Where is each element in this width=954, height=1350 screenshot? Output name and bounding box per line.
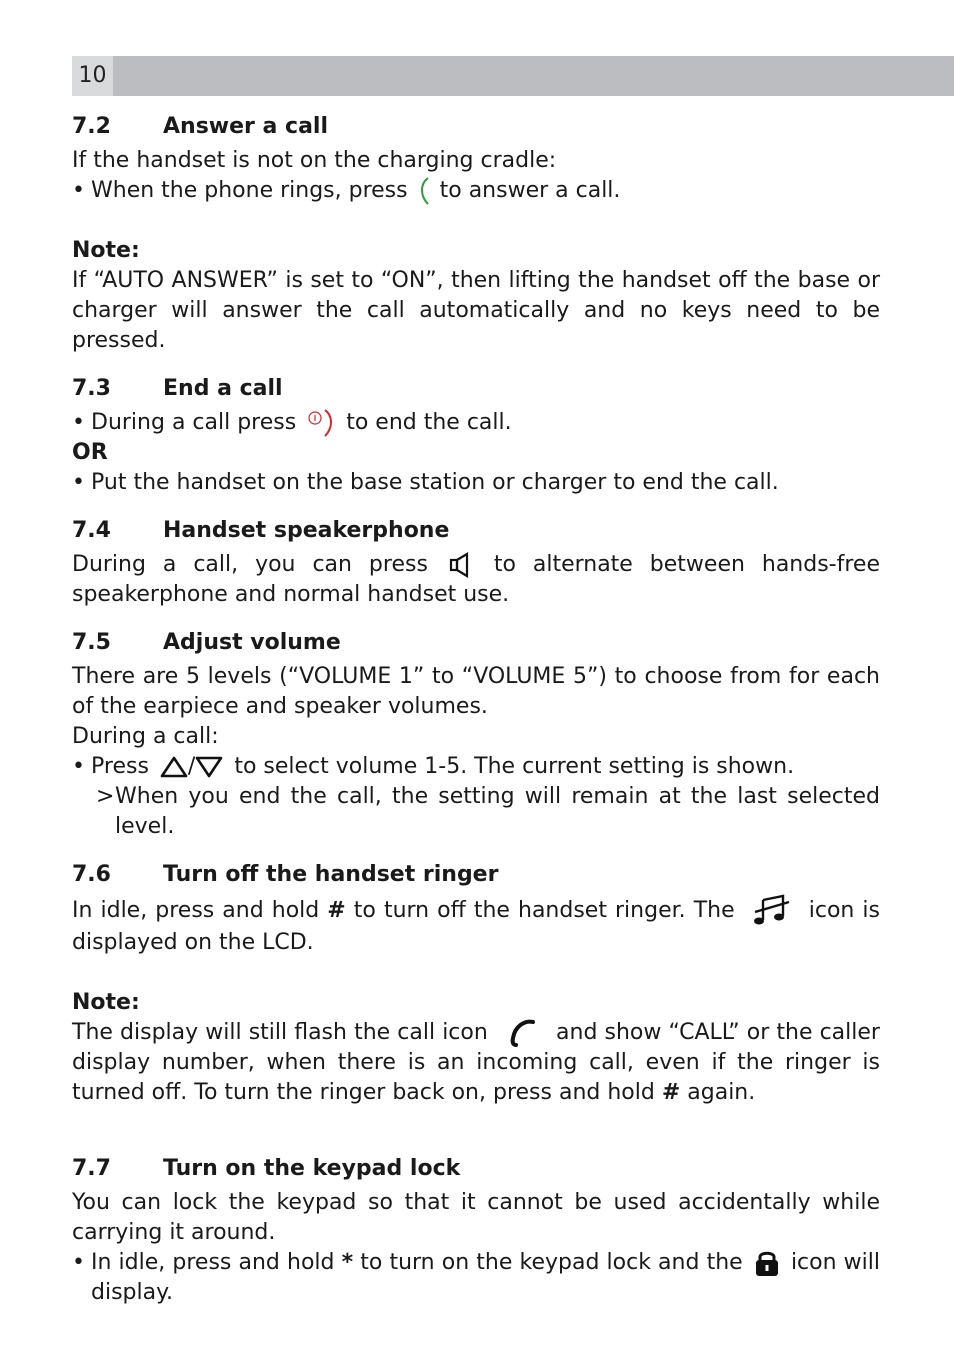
note-text-part: The display will still flash the call icon [72, 1020, 488, 1045]
section-answer-call [72, 112, 880, 206]
paragraph-text: icon is displayed on the LCD. [72, 898, 880, 955]
section-title: Turn off the handset ringer [163, 862, 499, 887]
note-text-part: and show “CALL” or the caller display number, when there is an incoming call, even if the ringer is turned off. To turn the ringer back on, press and hold [72, 1020, 880, 1105]
bullet-item [72, 1248, 880, 1308]
star-key: * [341, 1250, 354, 1275]
bullet-dot: • [72, 178, 85, 203]
section-heading [72, 112, 880, 142]
paragraph [72, 894, 880, 958]
hash-key: # [661, 1080, 681, 1105]
bullet-text: Put the handset on the base station or charger to end the call. [91, 470, 779, 495]
paragraph: If the handset is not on the charging cradle: [72, 148, 557, 173]
section-title: End a call [163, 376, 283, 401]
paragraph-text: In idle, press and hold [72, 898, 320, 923]
red-end-call-icon [307, 408, 335, 438]
section-heading [72, 374, 880, 404]
section-adjust-volume [72, 628, 880, 842]
paragraph-text: to alternate between hands-free speakerphone and normal handset use. [72, 552, 880, 607]
section-heading [72, 628, 880, 658]
bullet-text: to select volume 1-5. The current setting is shown. [234, 754, 795, 779]
note-call-icon [72, 988, 880, 1108]
down-triangle-icon [195, 756, 223, 778]
or-label: OR [72, 440, 108, 465]
hash-key: # [327, 898, 346, 923]
note-text: If “AUTO ANSWER” is set to “ON”, then lifting the handset off the base or charger will answer the call automatically and no keys need to be pressed. [72, 268, 880, 353]
bullet-text: to end the call. [346, 410, 512, 435]
section-number: 7.4 [72, 518, 111, 543]
bullet-item [72, 408, 880, 438]
slash-separator: / [187, 754, 196, 779]
bullet-text: Press [91, 754, 149, 779]
bullet-dot: • [72, 470, 85, 495]
phone-handset-icon [507, 1018, 537, 1048]
section-ringer-off [72, 860, 880, 958]
paragraph: You can lock the keypad so that it cannot be used accidentally while carrying it around. [72, 1190, 880, 1245]
note-label: Note: [72, 238, 140, 263]
bullet-text: to turn on the keypad lock and the [360, 1250, 743, 1275]
section-keypad-lock [72, 1154, 880, 1308]
bullet-text: icon will display. [91, 1250, 880, 1305]
bullet-dot: • [72, 754, 85, 779]
paragraph [72, 550, 880, 610]
bullet-text: In idle, press and hold [91, 1250, 335, 1275]
section-title: Handset speakerphone [163, 518, 450, 543]
bullet-text: During a call press [91, 410, 297, 435]
section-title: Adjust volume [163, 630, 341, 655]
page-content [72, 112, 880, 1322]
padlock-icon [754, 1249, 780, 1277]
bullet-text: to answer a call. [439, 178, 621, 203]
section-heading [72, 516, 880, 546]
bullet-dot: • [72, 410, 85, 435]
speaker-icon [449, 552, 473, 578]
bullet-dot: • [72, 1250, 85, 1275]
section-number: 7.6 [72, 862, 111, 887]
sub-item [72, 782, 880, 842]
up-triangle-icon [160, 756, 188, 778]
paragraph-text: to turn off the handset ringer. The [353, 898, 735, 923]
note-auto-answer [72, 236, 880, 356]
note-label: Note: [72, 990, 140, 1015]
section-title: Turn on the keypad lock [163, 1156, 461, 1181]
section-title: Answer a call [163, 114, 329, 139]
bullet-text: When the phone rings, press [91, 178, 408, 203]
page-number: 10 [72, 56, 113, 96]
section-number: 7.3 [72, 376, 111, 401]
section-heading [72, 860, 880, 890]
bullet-item [72, 752, 880, 782]
bullet-item [72, 468, 880, 498]
note-text [72, 1018, 880, 1108]
note-text-part: again. [687, 1080, 756, 1105]
sub-arrow: > [96, 784, 115, 809]
paragraph: During a call: [72, 724, 219, 749]
section-number: 7.2 [72, 114, 111, 139]
section-number: 7.5 [72, 630, 111, 655]
section-number: 7.7 [72, 1156, 111, 1181]
green-call-icon [417, 176, 431, 206]
section-heading [72, 1154, 880, 1184]
header-bar [72, 56, 954, 96]
section-end-call [72, 374, 880, 498]
ringer-off-icon [753, 894, 791, 928]
paragraph: There are 5 levels (“VOLUME 1” to “VOLUME 5”) to choose from for each of the earpiece and speaker volumes. [72, 664, 880, 719]
section-speakerphone [72, 516, 880, 610]
bullet-item [72, 176, 880, 206]
paragraph-text: During a call, you can press [72, 552, 428, 577]
sub-text: When you end the call, the setting will remain at the last selected level. [115, 784, 880, 839]
